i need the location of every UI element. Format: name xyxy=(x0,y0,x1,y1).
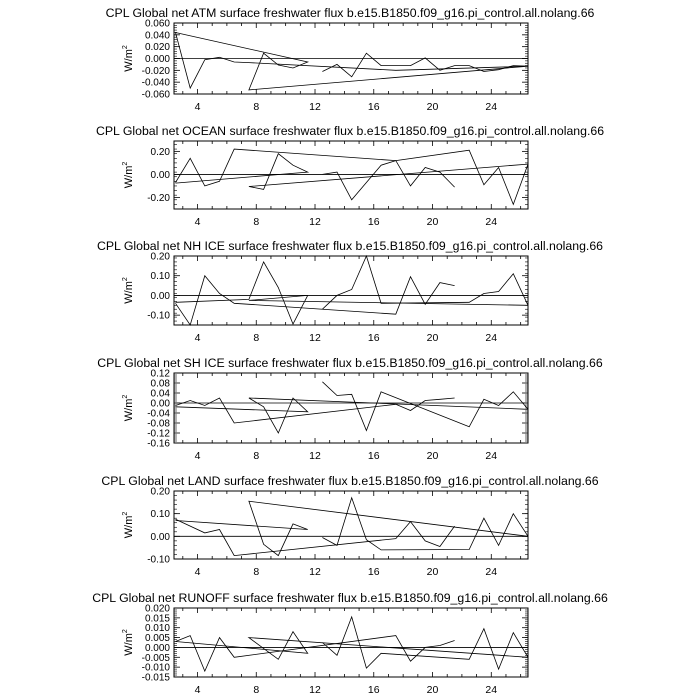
y-tick-label: -0.08 xyxy=(147,418,170,430)
x-tick-label: 4 xyxy=(194,450,201,462)
x-tick-label: 16 xyxy=(367,566,380,578)
x-tick-label: 24 xyxy=(485,216,498,228)
y-tick-label: -0.16 xyxy=(147,438,170,450)
series-line-segment-3 xyxy=(322,256,528,309)
series-line-segment-2 xyxy=(176,262,529,324)
y-tick-label: 0.040 xyxy=(144,30,170,42)
y-tick-label: -0.060 xyxy=(141,89,170,101)
y-axis-label xyxy=(122,277,135,304)
panel-title: CPL Global net ATM surface freshwater flux b.e15.B1850.f09_g16.pi_control.all.nolang.66 xyxy=(105,6,595,20)
x-tick-label: 24 xyxy=(485,450,498,462)
series-line-segment-2 xyxy=(176,501,529,555)
panel-2 xyxy=(96,124,604,228)
y-tick-label: -0.005 xyxy=(141,652,170,664)
y-tick-label: 0.020 xyxy=(144,42,170,54)
series-line-segment-1 xyxy=(176,636,455,672)
panel-6 xyxy=(92,591,608,696)
y-axis-label-superscript: 2 xyxy=(122,161,129,166)
panel-3 xyxy=(97,239,603,344)
y-tick-label: 0.04 xyxy=(150,388,170,400)
y-tick-label: 0.000 xyxy=(144,54,170,65)
x-tick-label: 20 xyxy=(426,450,439,462)
y-tick-label: 0.010 xyxy=(144,623,170,635)
y-axis-label-text: W/m xyxy=(123,49,135,72)
x-tick-label: 20 xyxy=(426,101,439,113)
x-tick-label: 8 xyxy=(253,332,260,344)
series-line-segment-1 xyxy=(176,398,455,423)
y-axis-label-superscript: 2 xyxy=(122,394,129,399)
panel-5 xyxy=(101,474,598,578)
y-axis-label-superscript: 2 xyxy=(122,277,129,282)
y-tick-label: -0.040 xyxy=(141,77,170,89)
panel-title: CPL Global net NH ICE surface freshwater flux b.e15.B1850.f09_g16.pi_control.all.nolang.66 xyxy=(96,239,604,253)
y-axis-label xyxy=(122,395,135,422)
y-tick-label: 0.00 xyxy=(150,531,170,543)
panel-title: CPL Global net SH ICE surface freshwater flux b.e15.B1850.f09_g16.pi_control.all.nolang.66 xyxy=(97,356,603,370)
y-axis-label-superscript: 2 xyxy=(122,511,129,516)
y-tick-label: 0.10 xyxy=(150,271,170,283)
x-tick-label: 4 xyxy=(194,101,201,113)
y-tick-label: -0.015 xyxy=(141,672,170,684)
y-tick-label: -0.10 xyxy=(147,554,170,566)
x-tick-label: 16 xyxy=(367,216,380,228)
x-tick-label: 20 xyxy=(426,332,439,344)
y-tick-label: 0.10 xyxy=(150,509,170,521)
series-line-segment-2 xyxy=(176,154,529,190)
x-tick-label: 12 xyxy=(309,332,321,344)
y-axis-label xyxy=(122,162,135,189)
y-tick-label: -0.10 xyxy=(147,310,170,322)
y-axis-label xyxy=(122,45,135,72)
y-axis-label xyxy=(122,629,135,656)
x-tick-label: 16 xyxy=(367,101,380,113)
x-tick-label: 8 xyxy=(253,450,260,462)
x-tick-label: 12 xyxy=(309,450,321,462)
x-tick-label: 8 xyxy=(253,101,260,113)
y-tick-label: 0.20 xyxy=(150,486,170,498)
y-axis-label-text: W/m xyxy=(123,165,135,189)
y-tick-label: -0.20 xyxy=(147,192,170,204)
y-axis-label-text: W/m xyxy=(123,633,135,656)
y-tick-label: 0.00 xyxy=(150,398,170,410)
y-tick-label: -0.12 xyxy=(147,428,170,440)
y-tick-label: 0.00 xyxy=(150,290,170,302)
series-line-segment-3 xyxy=(322,498,528,550)
series-line-segment-3 xyxy=(322,150,528,204)
x-tick-label: 16 xyxy=(367,332,380,344)
x-tick-label: 12 xyxy=(309,101,321,113)
x-tick-label: 20 xyxy=(426,566,439,578)
x-tick-label: 4 xyxy=(194,332,201,344)
panel-title: CPL Global net RUNOFF surface freshwater flux b.e15.B1850.f09_g16.pi_control.all.nolang.66 xyxy=(92,591,608,605)
x-tick-label: 8 xyxy=(253,216,260,228)
x-tick-label: 16 xyxy=(367,684,380,696)
series-line-segment-2 xyxy=(322,53,528,77)
x-tick-label: 12 xyxy=(309,684,321,696)
y-tick-label: 0.20 xyxy=(150,251,170,263)
x-tick-label: 24 xyxy=(485,684,498,696)
y-axis-label-superscript: 2 xyxy=(122,629,129,634)
x-tick-label: 20 xyxy=(426,216,439,228)
y-tick-label: 0.08 xyxy=(150,378,170,390)
y-axis-label-superscript: 2 xyxy=(122,45,129,50)
x-tick-label: 12 xyxy=(309,216,321,228)
x-tick-label: 20 xyxy=(426,684,439,696)
panel-1 xyxy=(106,6,595,113)
x-tick-label: 24 xyxy=(485,101,498,113)
y-tick-label: 0.20 xyxy=(150,146,170,158)
y-tick-label: 0.00 xyxy=(150,169,170,181)
y-tick-label: 0.000 xyxy=(144,642,170,654)
x-tick-label: 24 xyxy=(485,566,498,578)
plot-frame xyxy=(174,373,528,443)
x-tick-label: 4 xyxy=(194,216,201,228)
x-tick-label: 12 xyxy=(309,566,321,578)
panel-title: CPL Global net LAND surface freshwater flux b.e15.B1850.f09_g16.pi_control.all.nolang.66 xyxy=(101,474,599,488)
y-axis-label xyxy=(122,512,135,539)
x-tick-label: 4 xyxy=(194,566,201,578)
panel-title: CPL Global net OCEAN surface freshwater flux b.e15.B1850.f09_g16.pi_control.all.nolang.66 xyxy=(95,124,605,138)
panel-4 xyxy=(97,356,603,462)
y-axis-label-text: W/m xyxy=(123,398,135,422)
series-line-segment-1 xyxy=(176,33,529,90)
y-tick-label: 0.015 xyxy=(144,613,170,625)
y-tick-label: 0.060 xyxy=(144,18,170,30)
y-tick-label: -0.04 xyxy=(147,408,170,420)
y-tick-label: 0.020 xyxy=(144,603,170,615)
x-tick-label: 4 xyxy=(194,684,201,696)
series-line-segment-3 xyxy=(322,617,528,669)
x-tick-label: 8 xyxy=(253,566,260,578)
series-line-segment-3 xyxy=(322,382,528,431)
y-axis-label-text: W/m xyxy=(123,281,135,304)
plot-frame xyxy=(174,256,528,325)
y-tick-label: -0.010 xyxy=(141,662,170,674)
x-tick-label: 8 xyxy=(253,684,260,696)
y-tick-label: 0.005 xyxy=(144,633,170,645)
y-tick-label: 0.12 xyxy=(150,368,170,380)
x-tick-label: 16 xyxy=(367,450,380,462)
series-line-segment-2 xyxy=(176,632,529,660)
y-axis-label-text: W/m xyxy=(123,515,135,539)
y-tick-label: -0.020 xyxy=(141,65,170,77)
x-tick-label: 24 xyxy=(485,332,498,344)
